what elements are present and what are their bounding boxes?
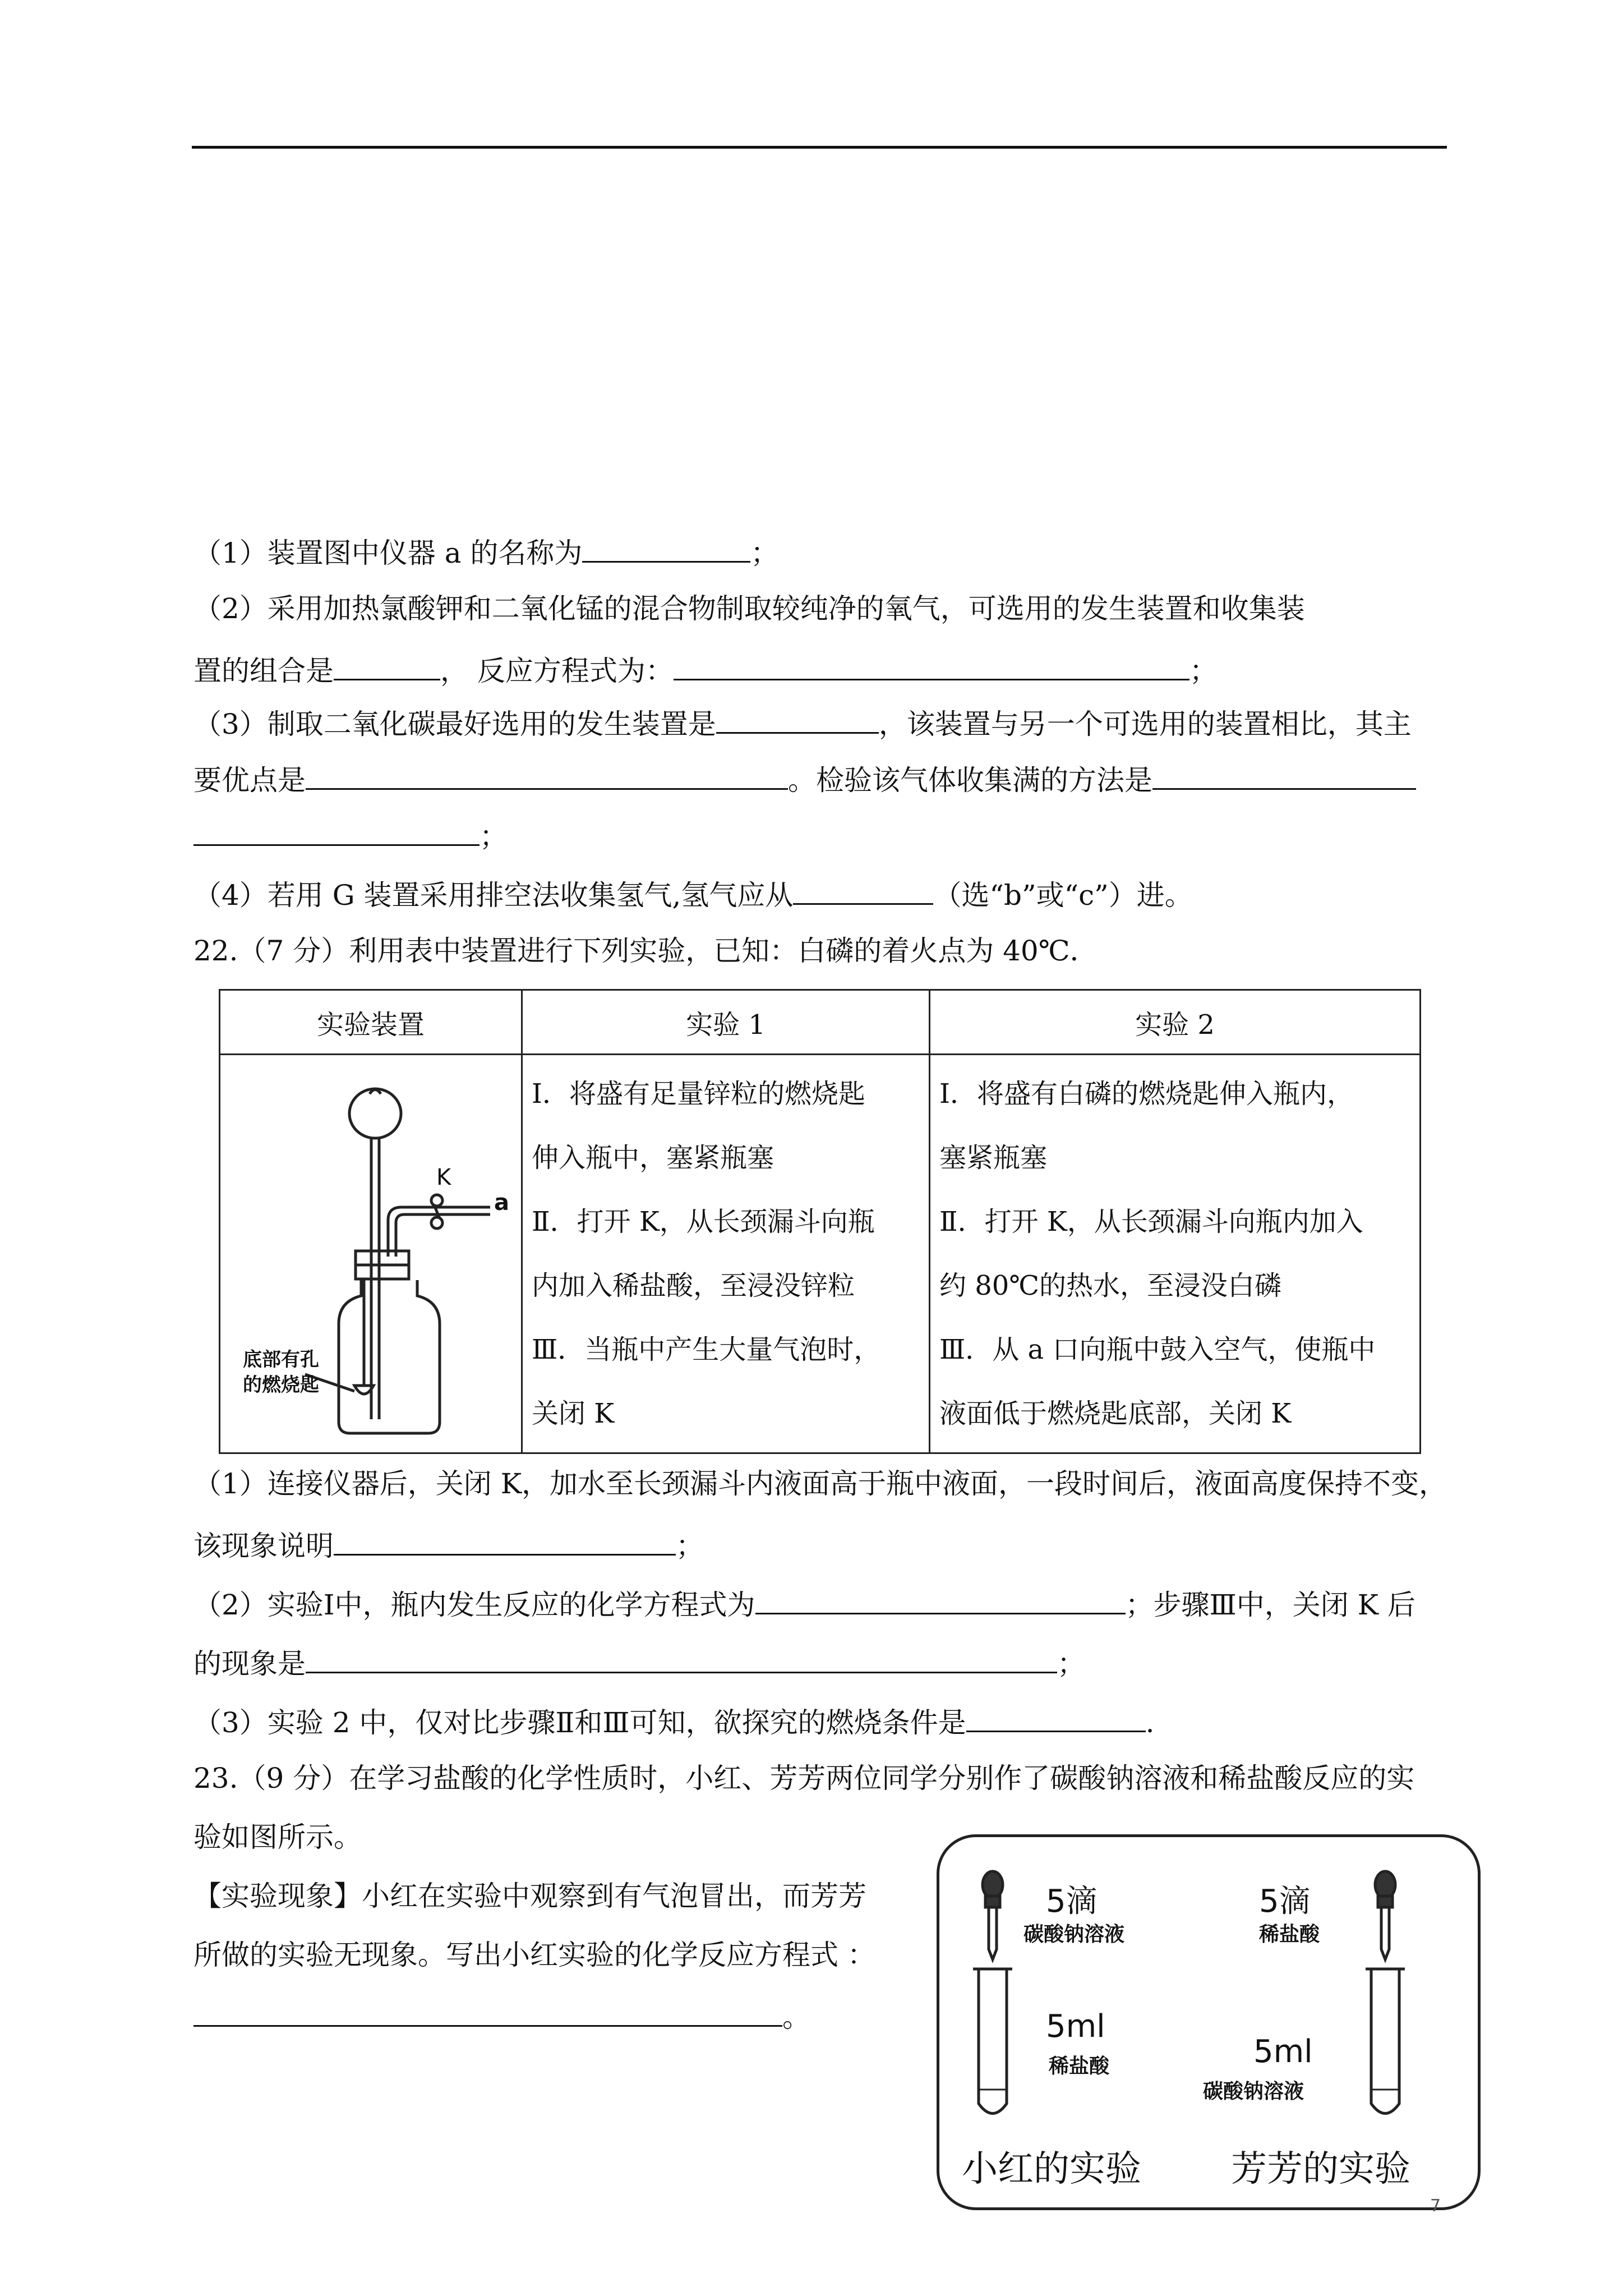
right-caption: 芳芳的实验 [1231,2148,1410,2190]
table-header: 实验 2 [930,990,1421,1055]
q21-part3a: （3）制取二氧化碳最好选用的发生装置是 ，该装置与另一个可选用的装置相比，其主 [193,704,1412,741]
page-number: 7 [1430,2196,1441,2216]
answer-blank[interactable] [334,1526,676,1556]
experiment-1-cell [522,1055,930,1453]
exp2-step-line: Ⅰ．将盛有白磷的燃烧匙伸入瓶内， [939,1078,1354,1110]
q21-part2a: （2）采用加热氯酸钾和二氧化锰的混合物制取较纯净的氧气，可选用的发生装置和收集装 [193,592,1305,625]
q23-observation-2: 所做的实验无现象。写出小红实验的化学反应方程式 ： [193,1939,875,1971]
left-tube-liquid: 稀盐酸 [1049,2055,1110,2078]
spoon-label: 底部有孔 [243,1349,319,1371]
apparatus-cell [220,1055,522,1453]
exp1-step-line: Ⅱ．打开 K，从长颈漏斗向瓶 [532,1206,875,1237]
q21-part3c: ； [193,816,508,853]
table-header: 实验装置 [220,990,522,1055]
left-caption: 小红的实验 [962,2148,1141,2190]
exp1-step-line: 关闭 K [532,1398,615,1429]
right-drop-liquid: 稀盐酸 [1259,1923,1320,1946]
q23-figure [937,1834,1481,2210]
table-header: 实验 1 [522,990,930,1055]
answer-blank[interactable] [582,533,750,563]
exp2-step-line: 塞紧瓶塞 [939,1142,1048,1174]
answer-blank[interactable] [306,1644,1057,1673]
experiment-2-cell [930,1055,1421,1453]
label-k: K [436,1165,451,1190]
exp2-step-line: Ⅲ．从 a 口向瓶中鼓入空气，使瓶中 [939,1334,1376,1365]
q21-part3b: 要优点是 。检验该气体收集满的方法是 [193,760,1416,797]
answer-blank[interactable] [793,875,933,905]
exp2-step-line: 液面低于燃烧匙底部，关闭 K [939,1398,1292,1429]
spoon-label: 的燃烧匙 [243,1374,319,1396]
q22-part1a: （1）连接仪器后，关闭 K，加水至长颈漏斗内液面高于瓶中液面，一段时间后，液面高度保持不变， [193,1467,1447,1500]
experiment-table [219,989,1421,1454]
q22-part1b: 该现象说明 ； [193,1526,704,1563]
exp2-step-line: 约 80℃的热水，至浸没白磷 [939,1270,1282,1301]
q22-part3: （3）实验 2 中，仅对比步骤Ⅱ和Ⅲ可知，欲探究的燃烧条件是 . [193,1703,1155,1740]
q23-observation-1: 【实验现象】小红在实验中观察到有气泡冒出，而芳芳 [193,1880,866,1912]
answer-blank[interactable] [1152,760,1416,790]
label-a: a [494,1190,509,1216]
left-drops: 5滴 [1046,1883,1098,1920]
answer-blank[interactable] [966,1703,1146,1732]
left-drop-liquid: 碳酸钠溶液 [1023,1923,1125,1946]
q23-observation-3: 。 [193,1997,810,2034]
left-volume: 5ml [1046,2008,1105,2045]
exp2-step-line: Ⅱ．打开 K，从长颈漏斗向瓶内加入 [939,1206,1363,1237]
answer-blank[interactable] [674,651,1189,680]
q21-part2b: 置的组合是 ， 反应方程式为： ； [193,651,1218,688]
q21-part4: （4）若用 G 装置采用排空法收集氢气,氢气应从 （选“b”或“c”）进。 [193,875,1193,912]
header-rule [192,146,1447,149]
right-volume: 5ml [1253,2033,1313,2070]
q22-part2b: 的现象是 ； [193,1644,1085,1681]
right-drops: 5滴 [1259,1883,1311,1920]
q23-title: 23.（9 分）在学习盐酸的化学性质时，小红、芳芳两位同学分别作了碳酸钠溶液和稀盐酸反应的实 [193,1762,1415,1795]
exp1-step-line: Ⅲ．当瓶中产生大量气泡时， [532,1334,881,1365]
exp1-step-line: Ⅰ．将盛有足量锌粒的燃烧匙 [532,1078,865,1110]
exp1-step-line: 伸入瓶中，塞紧瓶塞 [532,1142,774,1174]
right-tube-liquid: 碳酸钠溶液 [1203,2080,1304,2103]
exp1-step-line: 内加入稀盐酸，至浸没锌粒 [532,1270,855,1301]
answer-blank[interactable] [193,816,479,846]
answer-blank[interactable] [334,651,440,680]
q23-title-cont: 验如图所示。 [193,1821,362,1853]
q22-part2a: （2）实验Ⅰ中，瓶内发生反应的化学方程式为 ；步骤Ⅲ中，关闭 K 后 [193,1585,1415,1622]
answer-blank[interactable] [193,1997,782,2027]
q22-title: 22.（7 分）利用表中装置进行下列实验，已知：白磷的着火点为 40℃． [193,935,1098,967]
answer-blank[interactable] [716,704,879,734]
answer-blank[interactable] [755,1585,1126,1614]
answer-blank[interactable] [306,760,788,790]
q21-part1: （1）装置图中仪器 a 的名称为 ； [193,533,778,570]
